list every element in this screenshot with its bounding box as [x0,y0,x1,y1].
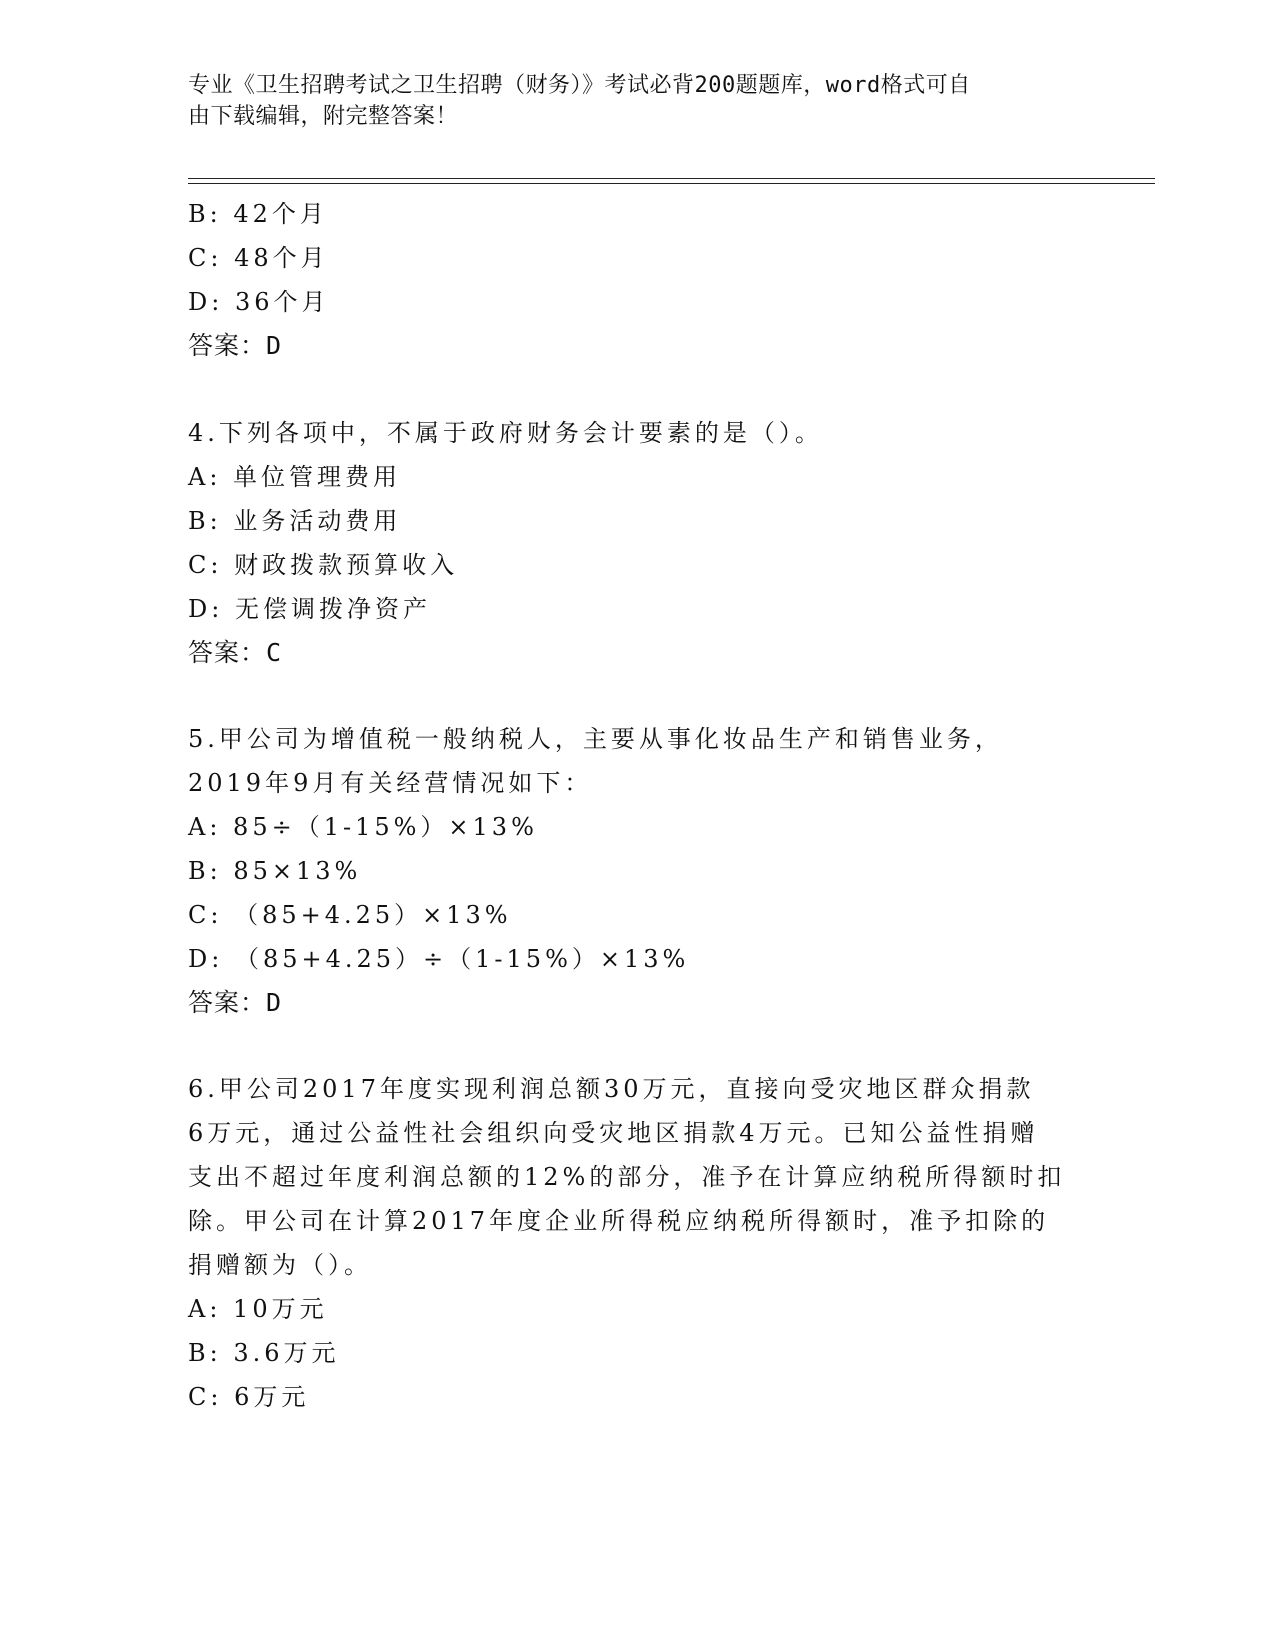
q6-option-b: B: 3.6万元 [188,1339,340,1367]
q5-option-c: C: （85+4.25）×13% [188,901,512,929]
q6-stem-line-5: 捐赠额为（）。 [188,1251,372,1279]
q6-stem-line-4: 除。甲公司在计算2017年度企业所得税应纳税所得额时，准予扣除的 [188,1207,1050,1235]
header-line-2: 由下载编辑，附完整答案！ [188,104,459,129]
q5-stem-line-2: 2019年9月有关经营情况如下： [188,769,593,797]
q3-answer: 答案：D [188,331,283,360]
document-header [188,70,1088,132]
q5-option-d: D: （85+4.25）÷（1-15%）×13% [188,945,690,973]
q5-option-b: B: 85×13% [188,857,362,885]
q5-answer: 答案：D [188,988,283,1017]
q6-stem-line-2: 6万元，通过公益性社会组织向受灾地区捐款4万元。已知公益性捐赠 [188,1119,1039,1147]
q6-stem-line-3: 支出不超过年度利润总额的12%的部分，准予在计算应纳税所得额时扣 [188,1163,1066,1191]
q3-option-c: C: 48个月 [188,244,329,272]
q4-stem: 4.下列各项中，不属于政府财务会计要素的是（）。 [188,419,823,447]
q3-option-d: D: 36个月 [188,288,330,316]
q6-option-c: C: 6万元 [188,1383,310,1411]
q5-option-a: A: 85÷（1-15%）×13% [188,813,538,841]
q4-option-a: A: 单位管理费用 [188,463,402,491]
header-line-1: 专业《卫生招聘考试之卫生招聘（财务）》考试必背200题题库，word格式可自 [188,73,971,98]
q5-stem-line-1: 5.甲公司为增值税一般纳税人，主要从事化妆品生产和销售业务， [188,725,1003,753]
q3-option-b: B: 42个月 [188,200,328,228]
q6-option-a: A: 10万元 [188,1295,328,1323]
q4-option-c: C: 财政拨款预算收入 [188,551,459,579]
q4-option-d: D: 无偿调拨净资产 [188,595,431,623]
q6-stem-line-1: 6.甲公司2017年度实现利润总额30万元，直接向受灾地区群众捐款 [188,1075,1035,1103]
q4-answer: 答案：C [188,638,283,667]
q4-option-b: B: 业务活动费用 [188,507,402,535]
header-divider-top [188,178,1155,179]
header-divider-bottom [188,183,1155,184]
